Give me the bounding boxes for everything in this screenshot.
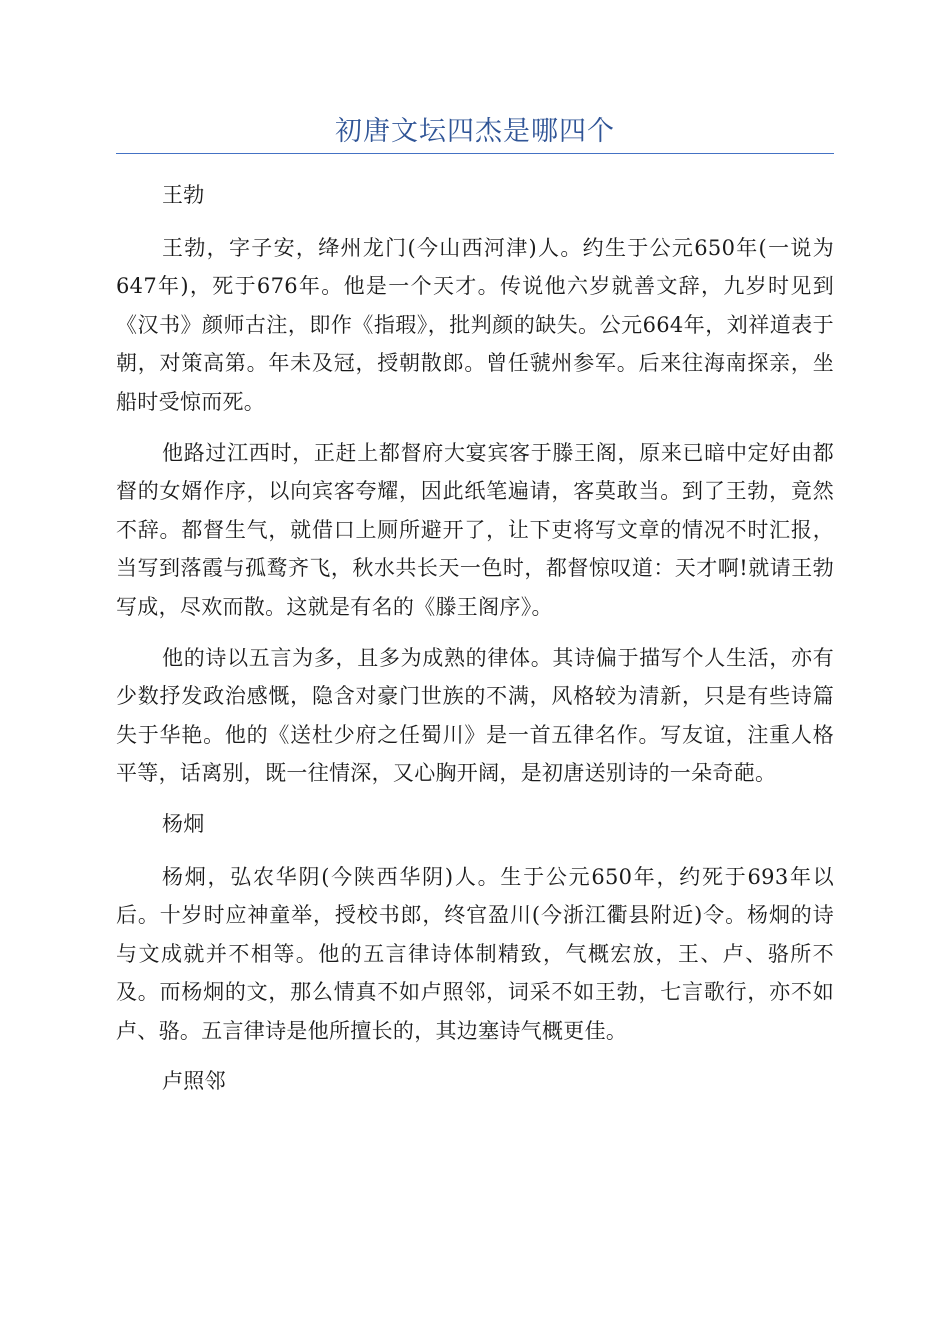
section-heading-wang-bo: 王勃 xyxy=(162,183,205,207)
paragraph-wang-bo-poetry: 他的诗以五言为多，且多为成熟的律体。其诗偏于描写个人生活，亦有少数抒发政治感慨，隐含对豪门世族的不满，风格较为清新，只是有些诗篇失于华艳。他的《送杜少府之任蜀川》是一首五律名作。写友谊，注重人格平等，话离别，既一往情深，又心胸开阔，是初唐送别诗的一朵奇葩。 xyxy=(116,645,834,786)
paragraph-yang-jiong-bio: 杨炯，弘农华阴(今陕西华阴)人。生于公元650年，约死于693年以后。十岁时应神童举，授校书郎，终官盈川(今浙江衢县附近)令。杨炯的诗与文成就并不相等。他的五言律诗体制精致，气概宏放，王、卢、骆所不及。而杨炯的文，那么情真不如卢照邻，词采不如王勃，七言歌行，亦不如卢、骆。五言律诗是他所擅长的，其边塞诗气概更佳。 xyxy=(116,864,834,1043)
document-body xyxy=(116,176,834,1115)
paragraph-wang-bo-tengwang: 他路过江西时，正赶上都督府大宴宾客于滕王阁，原来已暗中定好由都督的女婿作序，以向宾客夸耀，因此纸笔遍请，客莫敢当。到了王勃，竟然不辞。都督生气，就借口上厕所避开了，让下吏将写文章的情况不时汇报，当写到落霞与孤鹜齐飞，秋水共长天一色时，都督惊叹道：天才啊!就请王勃写成，尽欢而散。这就是有名的《滕王阁序》。 xyxy=(116,440,834,619)
document-title: 初唐文坛四杰是哪四个 xyxy=(335,116,615,147)
title-underline xyxy=(116,153,834,154)
section-heading-yang-jiong: 杨炯 xyxy=(162,811,205,836)
paragraph-wang-bo-bio: 王勃，字子安，绛州龙门(今山西河津)人。约生于公元650年(一说为647年)，死于676年。他是一个天才。传说他六岁就善文辞，九岁时见到《汉书》颜师古注，即作《指瑕》，批判颜的缺失。公元664年，刘祥道表于朝，对策高第。年未及冠，授朝散郎。曾任虢州参军。后来往海南探亲，坐船时受惊而死。 xyxy=(116,235,834,414)
section-heading-lu-zhaolin: 卢照邻 xyxy=(162,1069,226,1094)
